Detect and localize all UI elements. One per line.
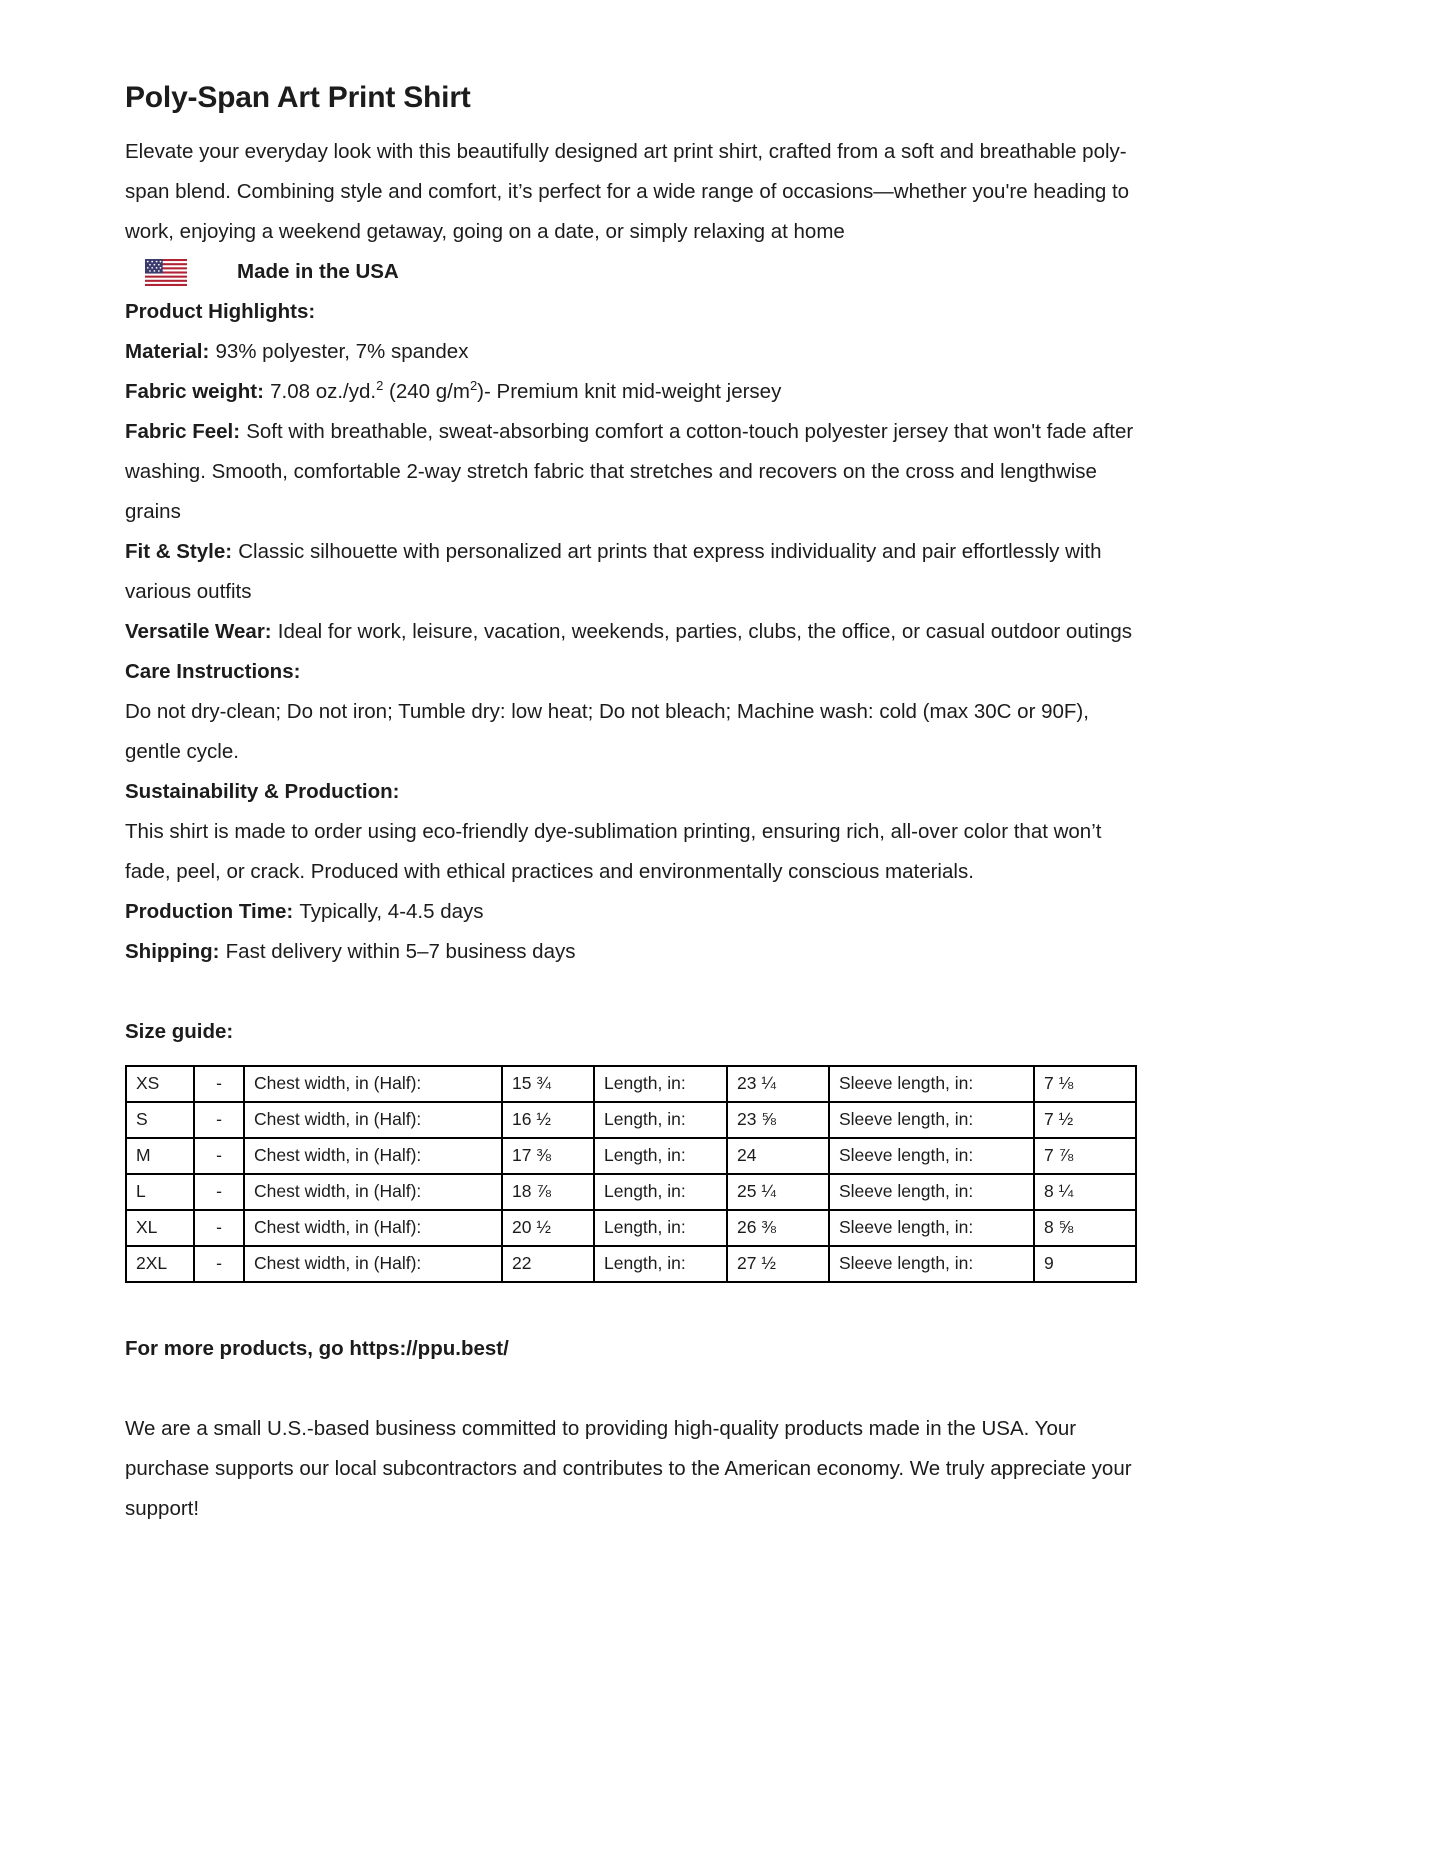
dash-cell: - xyxy=(194,1210,244,1246)
fit-style-line xyxy=(125,532,1145,612)
table-row xyxy=(126,1246,1136,1282)
fabric-weight-value-3: )- Premium knit mid-weight jersey xyxy=(477,380,782,403)
sleeve-value-cell: 7 ½ xyxy=(1034,1102,1136,1138)
chest-label-cell: Chest width, in (Half): xyxy=(244,1102,502,1138)
sleeve-label-cell: Sleeve length, in: xyxy=(829,1174,1034,1210)
us-flag-icon xyxy=(145,259,187,286)
table-row xyxy=(126,1174,1136,1210)
versatile-wear-value: Ideal for work, leisure, vacation, weekends, parties, clubs, the office, or casual outdoor outings xyxy=(277,620,1133,643)
size-cell: M xyxy=(126,1138,194,1174)
fabric-weight-label: Fabric weight: xyxy=(125,380,264,403)
length-label-cell: Length, in: xyxy=(594,1138,727,1174)
product-highlights-heading: Product Highlights: xyxy=(125,300,316,323)
intro-paragraph: Elevate your everyday look with this beautifully designed art print shirt, crafted from a soft and breathable poly-span blend. Combining style and comfort, it’s perfect for a wide range of occasions—whether you're heading to work, enjoying a weekend getaway, going on a date, or simply relaxing at home xyxy=(125,140,1130,243)
sustainability-heading: Sustainability & Production: xyxy=(125,780,400,803)
length-value-cell: 24 xyxy=(727,1138,829,1174)
chest-label-cell: Chest width, in (Half): xyxy=(244,1210,502,1246)
shipping-value: Fast delivery within 5–7 business days xyxy=(225,940,576,963)
chest-label-cell: Chest width, in (Half): xyxy=(244,1174,502,1210)
fit-style-label: Fit & Style: xyxy=(125,540,233,563)
sleeve-label-cell: Sleeve length, in: xyxy=(829,1138,1034,1174)
length-value-cell: 23 ¼ xyxy=(727,1066,829,1102)
page-title: Poly-Span Art Print Shirt xyxy=(125,81,471,114)
size-cell: S xyxy=(126,1102,194,1138)
fabric-weight-value-1: 7.08 oz./yd. xyxy=(270,380,377,403)
fabric-weight-superscript-2: 2 xyxy=(469,378,478,394)
sleeve-value-cell: 9 xyxy=(1034,1246,1136,1282)
sleeve-label-cell: Sleeve length, in: xyxy=(829,1210,1034,1246)
dash-cell: - xyxy=(194,1066,244,1102)
chest-label-cell: Chest width, in (Half): xyxy=(244,1066,502,1102)
length-label-cell: Length, in: xyxy=(594,1246,727,1282)
size-cell: XS xyxy=(126,1066,194,1102)
sleeve-label-cell: Sleeve length, in: xyxy=(829,1102,1034,1138)
chest-value-cell: 20 ½ xyxy=(502,1210,594,1246)
care-instructions-text: Do not dry-clean; Do not iron; Tumble dry: low heat; Do not bleach; Machine wash: cold (max 30C or 90F), gentle cycle. xyxy=(125,700,1089,763)
care-instructions-heading: Care Instructions: xyxy=(125,660,301,683)
size-guide-heading: Size guide: xyxy=(125,1020,234,1043)
shipping-label: Shipping: xyxy=(125,940,220,963)
length-label-cell: Length, in: xyxy=(594,1210,727,1246)
production-time-value: Typically, 4-4.5 days xyxy=(299,900,484,923)
chest-value-cell: 17 ⅜ xyxy=(502,1138,594,1174)
size-cell: 2XL xyxy=(126,1246,194,1282)
table-row xyxy=(126,1066,1136,1102)
length-value-cell: 27 ½ xyxy=(727,1246,829,1282)
size-cell: XL xyxy=(126,1210,194,1246)
about-paragraph: We are a small U.S.-based business committed to providing high-quality products made in the USA. Your purchase supports our local subcontractors and contributes to the American economy. We truly appreciate your support! xyxy=(125,1417,1132,1520)
size-cell: L xyxy=(126,1174,194,1210)
sustainability-text: This shirt is made to order using eco-friendly dye-sublimation printing, ensuring rich, all-over color that won’t fade, peel, or crack. Produced with ethical practices and environmentally conscious materials. xyxy=(125,820,1102,883)
table-row xyxy=(126,1210,1136,1246)
production-time-line xyxy=(125,892,1145,932)
versatile-wear-line xyxy=(125,612,1145,652)
chest-value-cell: 15 ¾ xyxy=(502,1066,594,1102)
table-row xyxy=(126,1102,1136,1138)
dash-cell: - xyxy=(194,1102,244,1138)
dash-cell: - xyxy=(194,1174,244,1210)
fabric-feel-label: Fabric Feel: xyxy=(125,420,241,443)
chest-label-cell: Chest width, in (Half): xyxy=(244,1138,502,1174)
length-label-cell: Length, in: xyxy=(594,1102,727,1138)
material-line xyxy=(125,332,1145,372)
fabric-feel-value: Soft with breathable, sweat-absorbing comfort a cotton-touch polyester jersey that won't fade after washing. Smooth, comfortable 2-way stretch fabric that stretches and recovers on the cross and lengthwise grains xyxy=(125,420,1134,523)
chest-value-cell: 22 xyxy=(502,1246,594,1282)
length-value-cell: 25 ¼ xyxy=(727,1174,829,1210)
dash-cell: - xyxy=(194,1138,244,1174)
table-row xyxy=(126,1138,1136,1174)
fabric-weight-line xyxy=(125,372,1145,412)
dash-cell: - xyxy=(194,1246,244,1282)
more-products-line: For more products, go https://ppu.best/ xyxy=(125,1337,509,1360)
made-in-usa-label: Made in the USA xyxy=(237,260,399,283)
length-label-cell: Length, in: xyxy=(594,1066,727,1102)
material-value: 93% polyester, 7% spandex xyxy=(215,340,469,363)
length-label-cell: Length, in: xyxy=(594,1174,727,1210)
versatile-wear-label: Versatile Wear: xyxy=(125,620,272,643)
sleeve-value-cell: 7 ⅞ xyxy=(1034,1138,1136,1174)
shipping-line xyxy=(125,932,1145,972)
sleeve-value-cell: 7 ⅛ xyxy=(1034,1066,1136,1102)
chest-value-cell: 16 ½ xyxy=(502,1102,594,1138)
chest-label-cell: Chest width, in (Half): xyxy=(244,1246,502,1282)
sleeve-label-cell: Sleeve length, in: xyxy=(829,1066,1034,1102)
fabric-feel-line xyxy=(125,412,1145,532)
sleeve-value-cell: 8 ⅝ xyxy=(1034,1210,1136,1246)
production-time-label: Production Time: xyxy=(125,900,294,923)
fit-style-value: Classic silhouette with personalized art prints that express individuality and pair effortlessly with various outfits xyxy=(125,540,1102,603)
chest-value-cell: 18 ⅞ xyxy=(502,1174,594,1210)
size-guide-table xyxy=(125,1065,1137,1283)
material-label: Material: xyxy=(125,340,210,363)
sleeve-label-cell: Sleeve length, in: xyxy=(829,1246,1034,1282)
length-value-cell: 26 ⅜ xyxy=(727,1210,829,1246)
length-value-cell: 23 ⅝ xyxy=(727,1102,829,1138)
fabric-weight-superscript-1: 2 xyxy=(376,378,384,394)
sleeve-value-cell: 8 ¼ xyxy=(1034,1174,1136,1210)
made-in-usa-row xyxy=(125,252,1150,292)
fabric-weight-value-2: (240 g/m xyxy=(383,380,470,403)
